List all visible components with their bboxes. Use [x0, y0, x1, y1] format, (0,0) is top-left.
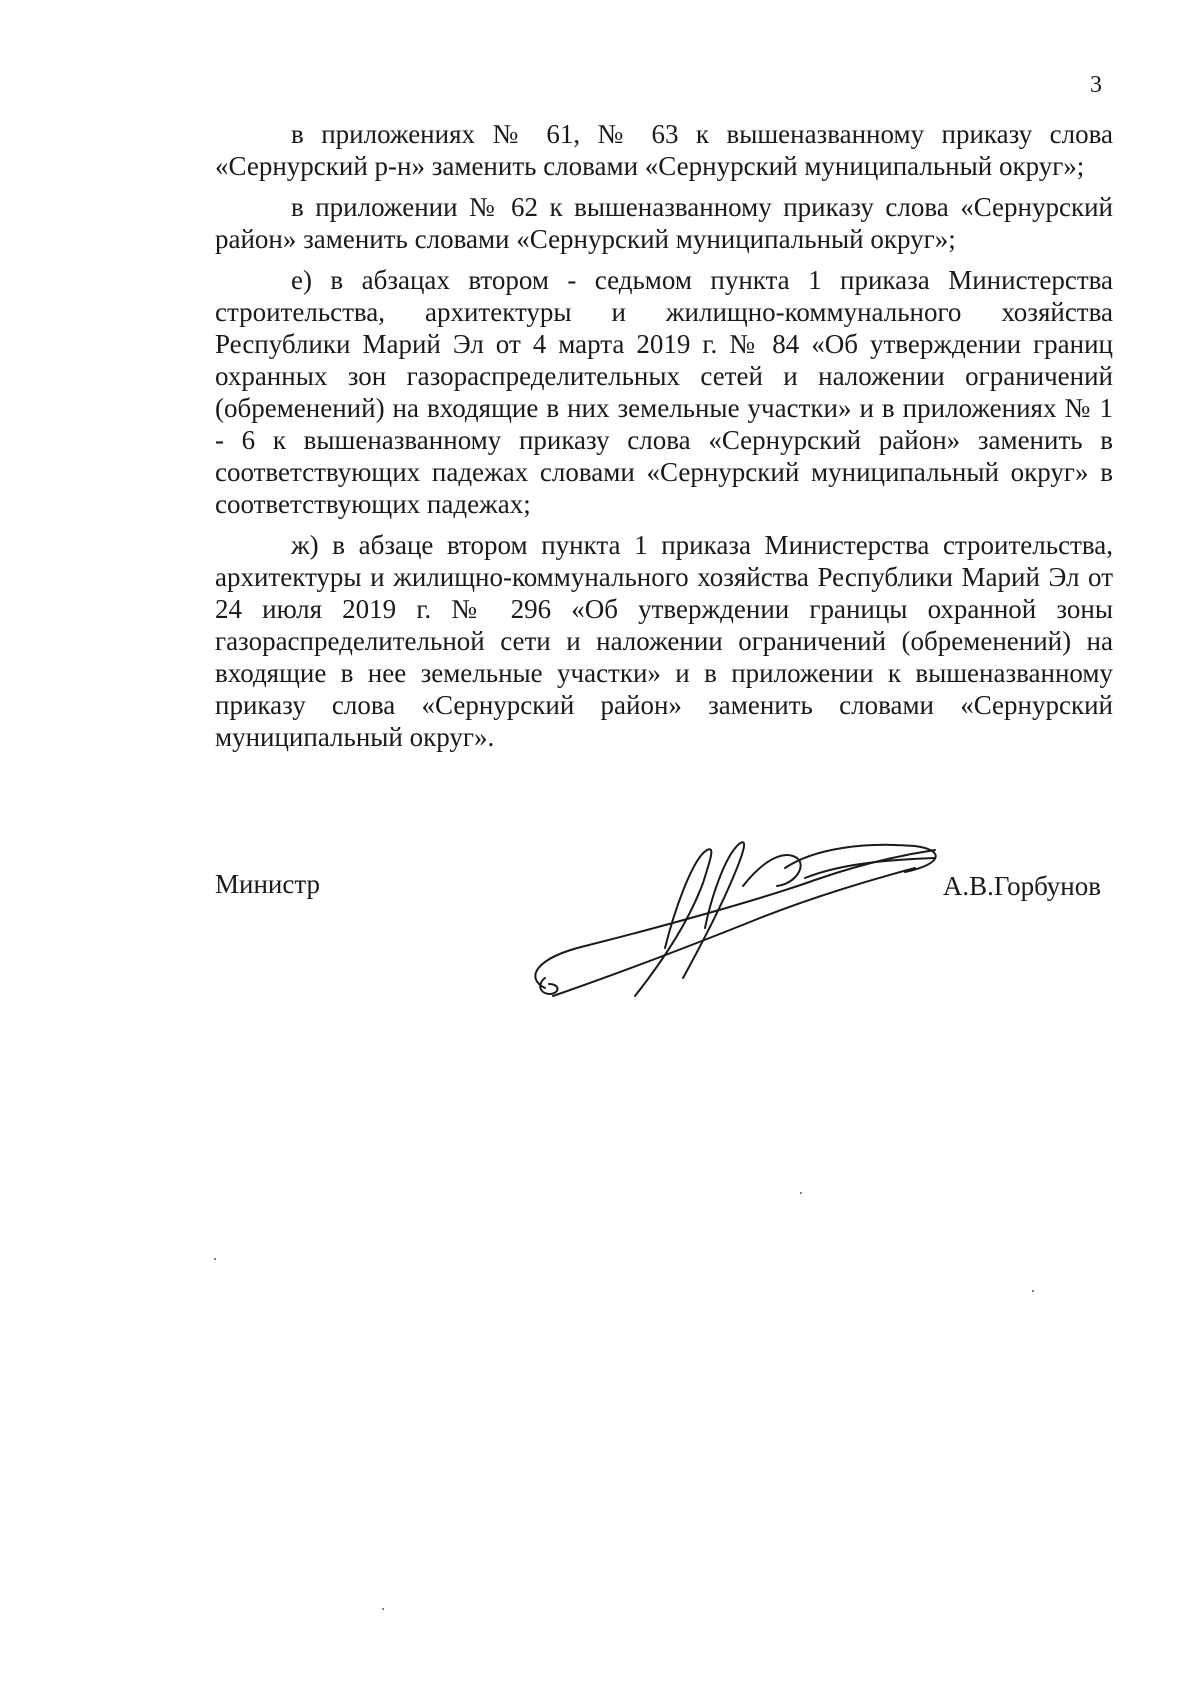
paragraph-appendices-61-63: в приложениях № 61, № 63 к вышеназванному приказу слова «Сернурский р-н» заменить словами «Сернурский муниципальный округ»; [215, 119, 1113, 181]
scan-speck [800, 1192, 802, 1194]
paragraph-appendix-62: в приложении № 62 к вышеназванному приказу слова «Сернурский район» заменить словами «Сернурский муниципальный округ»; [215, 192, 1113, 254]
scan-speck [382, 1608, 384, 1610]
scan-speck [214, 1258, 216, 1260]
signatory-title: Министр [215, 869, 320, 899]
paragraph-item-e: е) в абзацах втором - седьмом пункта 1 приказа Министерства строительства, архитектуры и жилищно-коммунального хозяйства Республики Марий Эл от 4 марта 2019 г. № 84 «Об утверждении границ охранных зон газораспределительных сетей и наложении ограничений (обременений) на входящие в них земельные участки» и в приложениях № 1 - 6 к вышеназванному приказу слова «Сернурский район» заменить в соответствующих падежах словами «Сернурский муниципальный округ» в соответствующих падежах; [215, 265, 1113, 519]
page-number: 3 [1090, 72, 1102, 98]
scan-speck [1032, 1290, 1034, 1292]
handwritten-signature-icon [515, 828, 955, 1008]
signatory-name: А.В.Горбунов [942, 871, 1101, 901]
document-body [215, 118, 1113, 762]
paragraph-item-zh: ж) в абзаце втором пункта 1 приказа Министерства строительства, архитектуры и жилищно-коммунального хозяйства Республики Марий Эл от 24 июля 2019 г. № 296 «Об утверждении границы охранной зоны газораспределительной сети и наложении ограничений (обременений) на входящие в нее земельные участки» и в приложении к вышеназванному приказу слова «Сернурский район» заменить словами «Сернурский муниципальный округ». [215, 530, 1113, 752]
signature-block [215, 858, 1113, 1018]
